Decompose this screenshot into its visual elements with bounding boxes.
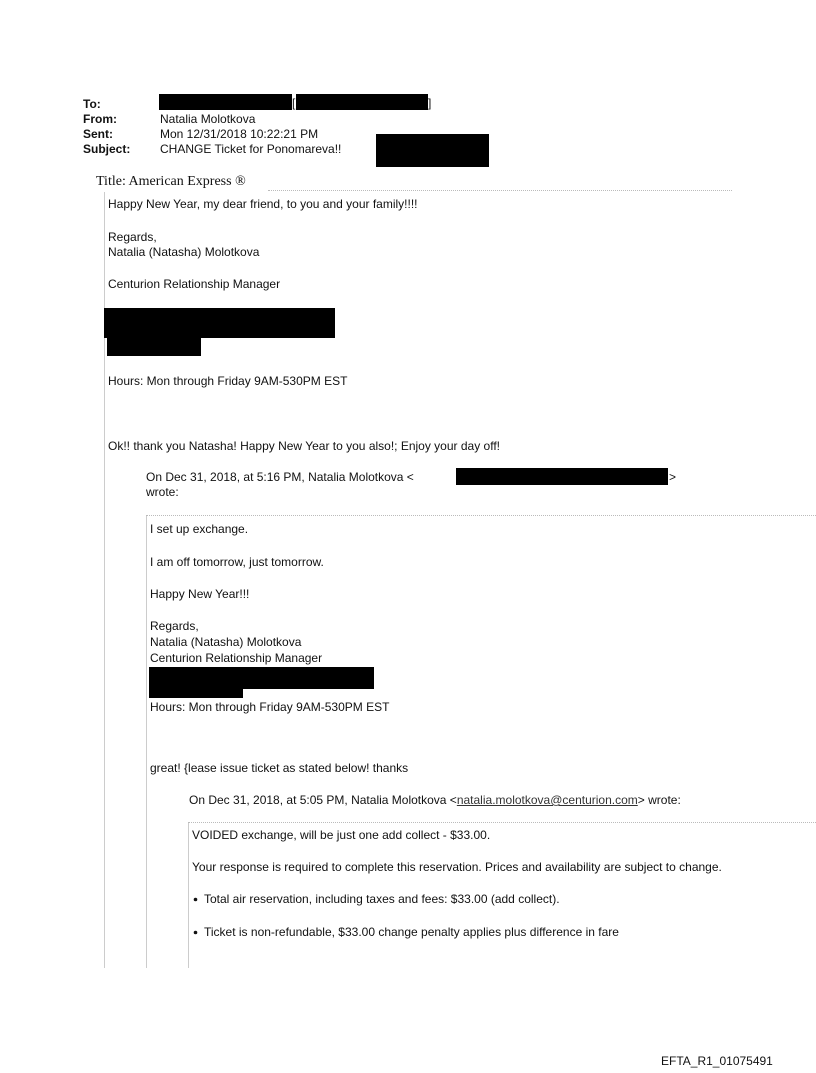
reply2-quote-header-suffix: > wrote: xyxy=(637,793,681,807)
bullet-icon xyxy=(193,930,198,935)
quote-bar-inner xyxy=(188,823,189,968)
reply2-quote-header-prefix: On Dec 31, 2018, at 5:05 PM, Natalia Molotkova < xyxy=(189,793,457,807)
message3-divider xyxy=(188,822,816,823)
to-label: To: xyxy=(83,97,101,111)
reply1-quote-header-wrote: wrote: xyxy=(146,485,179,499)
message2-signer: Natalia (Natasha) Molotkova xyxy=(150,635,302,649)
document-id: EFTA_R1_01075491 xyxy=(661,1054,773,1068)
redaction-signature-4 xyxy=(149,689,243,698)
sent-label: Sent: xyxy=(83,127,113,141)
message1-regards: Regards, xyxy=(108,230,157,244)
bullet-icon xyxy=(193,897,198,902)
message2-role: Centurion Relationship Manager xyxy=(150,651,323,665)
message2-line2: I am off tomorrow, just tomorrow. xyxy=(150,555,324,569)
reply1-quote-header-suffix: > xyxy=(669,470,677,484)
email-link[interactable]: natalia.molotkova@centurion.com xyxy=(456,793,638,807)
message1-signer: Natalia (Natasha) Molotkova xyxy=(108,245,260,259)
to-bracket-open: [ xyxy=(292,96,296,110)
redaction-to-email xyxy=(296,94,428,110)
redaction-subject xyxy=(376,134,489,167)
redaction-signature-3 xyxy=(149,667,374,689)
to-bracket-close: ] xyxy=(428,96,432,110)
message3-bullet1: Total air reservation, including taxes and fees: $33.00 (add collect). xyxy=(204,892,560,906)
reply2-text: great! {lease issue ticket as stated below! thanks xyxy=(150,761,409,775)
reply2-quote-header xyxy=(189,793,681,807)
message3-line1: VOIDED exchange, will be just one add collect - $33.00. xyxy=(192,828,491,842)
redaction-to-name xyxy=(159,94,292,110)
message2-hours: Hours: Mon through Friday 9AM-530PM EST xyxy=(150,700,390,714)
reply1-quote-header-prefix: On Dec 31, 2018, at 5:16 PM, Natalia Molotkova < xyxy=(146,470,414,484)
message2-line1: I set up exchange. xyxy=(150,522,249,536)
redaction-email-address xyxy=(456,468,668,485)
title-line: Title: American Express ® xyxy=(96,174,246,189)
sent-value: Mon 12/31/2018 10:22:21 PM xyxy=(160,127,319,141)
from-value: Natalia Molotkova xyxy=(160,112,256,126)
message2-line3: Happy New Year!!! xyxy=(150,587,250,601)
quote-bar-middle xyxy=(146,516,147,968)
message3-bullet2: Ticket is non-refundable, $33.00 change penalty applies plus difference in fare xyxy=(204,925,619,939)
message1-hours: Hours: Mon through Friday 9AM-530PM EST xyxy=(108,374,348,388)
from-label: From: xyxy=(83,112,117,126)
message1-greeting: Happy New Year, my dear friend, to you and your family!!!! xyxy=(108,197,418,211)
reply1-text: Ok!! thank you Natasha! Happy New Year to you also!; Enjoy your day off! xyxy=(108,439,501,453)
message2-regards: Regards, xyxy=(150,619,199,633)
subject-value: CHANGE Ticket for Ponomareva!! xyxy=(160,142,342,156)
subject-label: Subject: xyxy=(83,142,131,156)
redaction-signature-1 xyxy=(104,308,335,338)
message2-divider xyxy=(146,515,816,516)
title-divider xyxy=(268,190,732,191)
message1-role: Centurion Relationship Manager xyxy=(108,277,281,291)
message3-line2: Your response is required to complete this reservation. Prices and availability are subject to change. xyxy=(192,860,722,874)
redaction-signature-2 xyxy=(107,338,201,356)
